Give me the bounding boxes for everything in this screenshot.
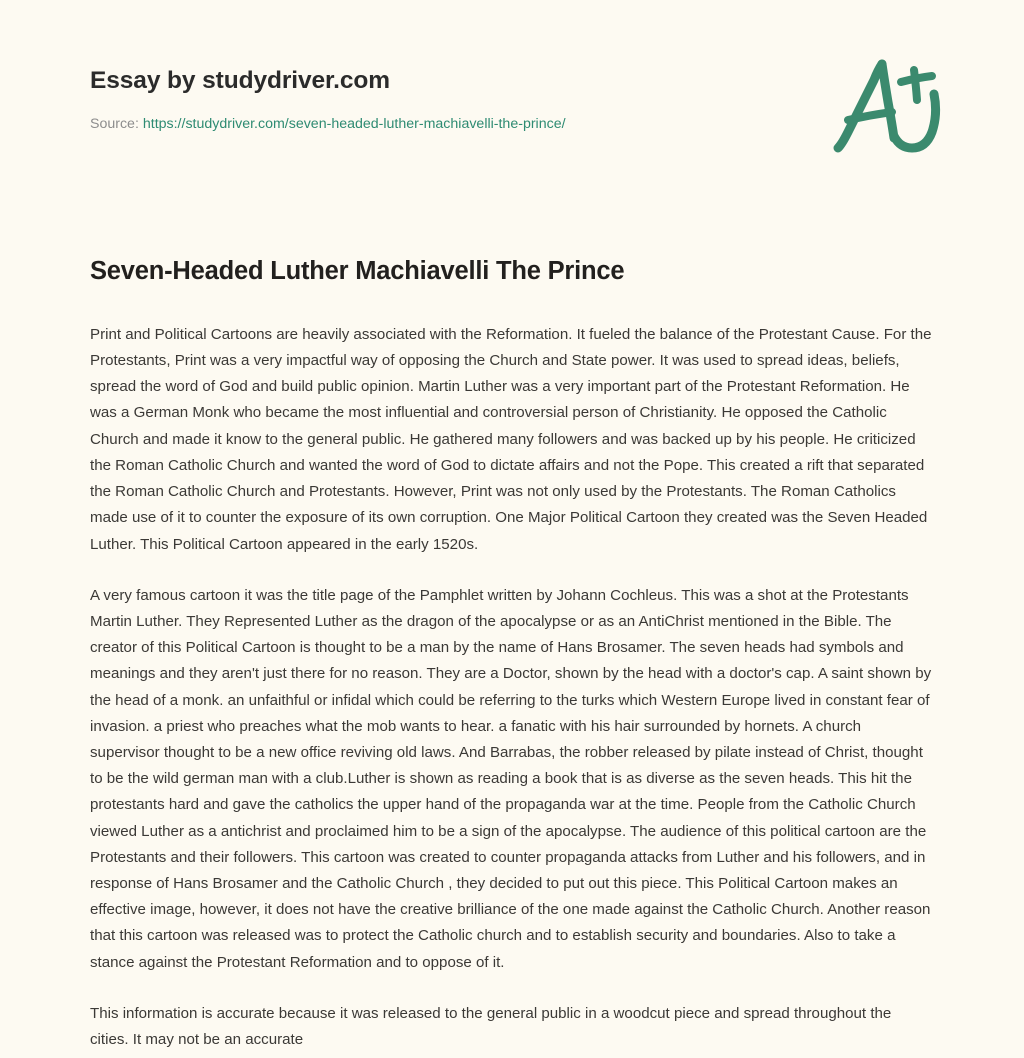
page-title: Seven-Headed Luther Machiavelli The Prince xyxy=(90,257,625,285)
essay-body xyxy=(90,322,934,1053)
essay-paragraph: This information is accurate because it was released to the general public in a woodcut piece and spread throughout the cities. It may not be an accurate xyxy=(90,1004,892,1048)
page-content xyxy=(0,256,1024,1053)
source-line xyxy=(90,116,934,133)
essay-paragraph: A very famous cartoon it was the title page of the Pamphlet written by Johann Cochleus. This was a shot at the Protestants Martin Luther. They Represented Luther as the dragon of the apocalypse or as an AntiChrist mentioned in the Bible. The creator of this Political Cartoon is thought to be a man by the name of Hans Brosamer. The seven heads had symbols and meanings and they aren't just there for no reason. They are a Doctor, shown by the head with a doctor's cap. A saint shown by the head of a monk. an unfaithful or infidal which could be referring to the turks which Western Europe lived in constant fear of invasion. a priest who preaches what the mob wants to hear. a fanatic with his hair surrounded by hornets. A church supervisor thought to be a new office reviving old laws. And Barrabas, the robber released by pilate instead of Christ, thought to be the wild german man with a club.Luther is shown as reading a book that is as diverse as the seven heads. This hit the protestants hard and gave the catholics the upper hand of the propaganda war at the time. People from the Catholic Church viewed Luther as a antichrist and proclaimed him to be a sign of the apocalypse. The audience of this political cartoon are the Protestants and their followers. This cartoon was created to counter propaganda attacks from Luther and his followers, and in response of Hans Brosamer and the Catholic Church , they decided to put out this piece. This Political Cartoon makes an effective image, however, it does not have the creative brilliance of the one made against the Catholic Church. Another reason that this cartoon was released was to protect the Catholic church and to establish security and boundaries. Also to take a stance against the Protestant Reformation and to oppose of it. xyxy=(90,586,932,971)
essay-paragraph: Print and Political Cartoons are heavily associated with the Reformation. It fueled the balance of the Protestant Cause. For the Protestants, Print was a very impactful way of opposing the Church and State power. It was used to spread ideas, beliefs, spread the word of God and build public opinion. Martin Luther was a very important part of the Protestant Reformation. He was a German Monk who became the most influential and controversial person of Christianity. He opposed the Catholic Church and made it know to the general public. He gathered many followers and was backed up by his people. He criticized the Roman Catholic Church and wanted the word of God to dictate affairs and not the Pope. This created a rift that separated the Roman Catholic Church and Protestants. However, Print was not only used by the Protestants. The Roman Catholics made use of it to counter the exposure of its own corruption. One Major Political Cartoon they created was the Seven Headed Luther. This Political Cartoon appeared in the early 1520s. xyxy=(90,325,932,553)
essay-byline: Essay by studydriver.com xyxy=(90,67,390,94)
studydriver-a-plus-logo-icon xyxy=(822,48,952,168)
page-header xyxy=(0,0,1024,160)
source-label: Source: xyxy=(90,115,139,132)
source-url-link[interactable]: https://studydriver.com/seven-headed-luther-machiavelli-the-prince/ xyxy=(142,115,566,132)
